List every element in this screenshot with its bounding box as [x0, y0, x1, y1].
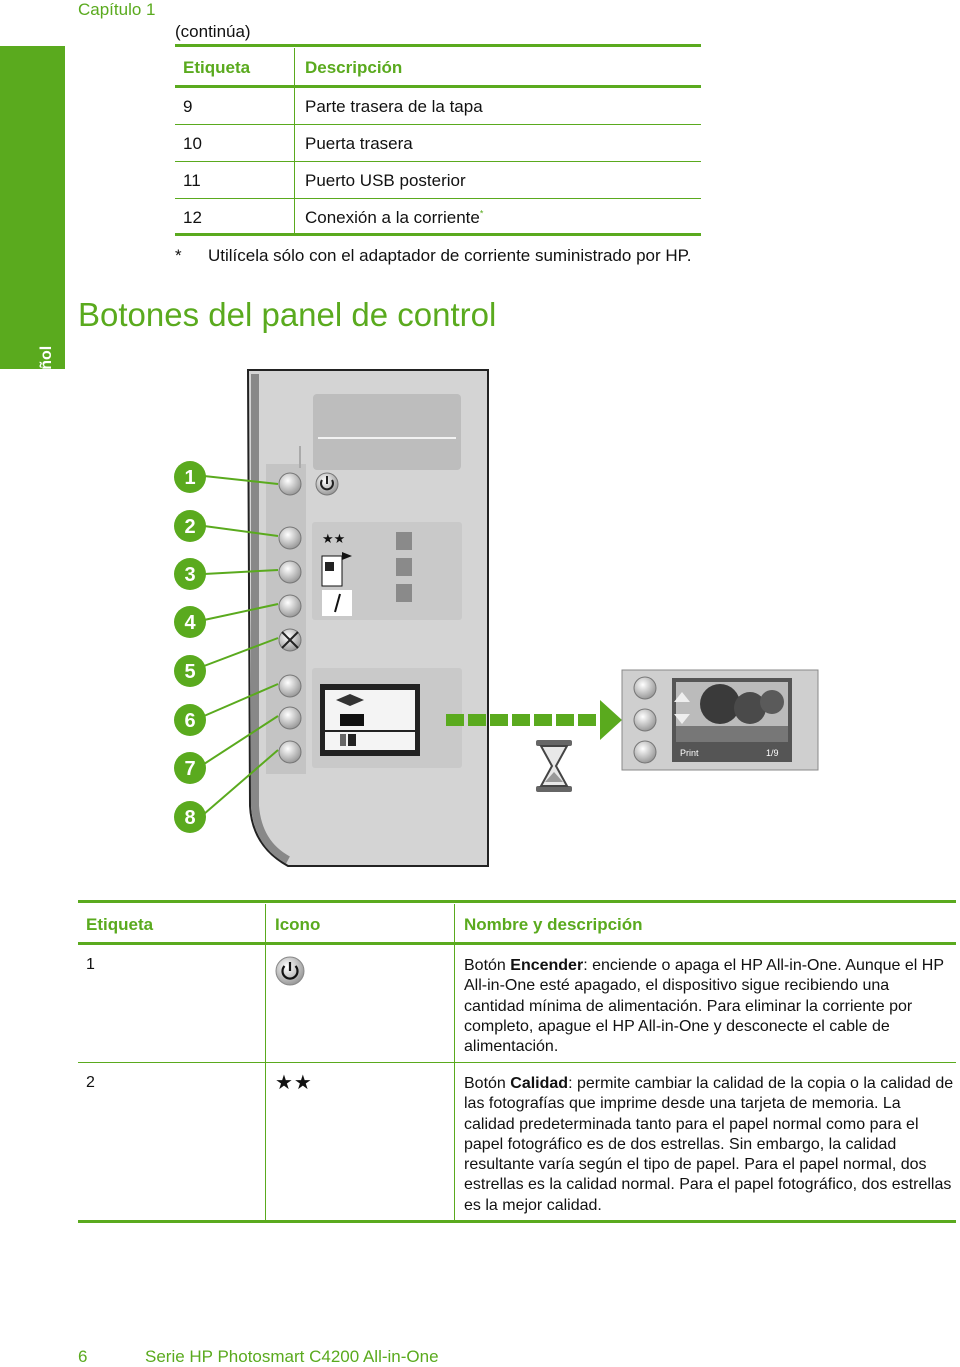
- row-divider: [78, 1062, 956, 1063]
- button-name: Calidad: [510, 1075, 569, 1092]
- row-label: 11: [183, 171, 201, 190]
- table-row: [175, 163, 701, 199]
- callout-number: 3: [184, 564, 196, 586]
- control-panel-illustration: [160, 366, 840, 872]
- row-desc: Parte trasera de la tapa: [305, 97, 483, 116]
- table-row: [175, 126, 701, 162]
- table-header-rule: [78, 942, 956, 945]
- screen-bar: [340, 734, 346, 746]
- panel-button[interactable]: [279, 707, 301, 729]
- row-label: 2: [86, 1074, 95, 1091]
- row-desc-text: Conexión a la corriente: [305, 208, 480, 227]
- row-label: 1: [86, 956, 95, 973]
- page-footer: [78, 1347, 439, 1367]
- control-panel-diagram: [160, 366, 840, 872]
- panel-photo-mark: [325, 562, 334, 571]
- row-divider: [175, 161, 701, 162]
- photo-tree: [760, 690, 784, 714]
- table-row: [175, 89, 701, 125]
- col-desc-header: Descripción: [305, 58, 403, 77]
- footnote-asterisk: *: [175, 246, 182, 265]
- language-side-tab: [0, 46, 65, 408]
- screen-row: [325, 710, 415, 730]
- table-bottom-rule: [78, 1220, 956, 1223]
- callout-number: 6: [184, 710, 196, 732]
- table-top-rule: [78, 900, 956, 903]
- callout-number: 7: [184, 758, 196, 780]
- table-top-rule: [175, 44, 701, 47]
- screen-bar: [348, 734, 356, 746]
- row-label: 10: [183, 134, 202, 153]
- callout-number: 8: [184, 807, 196, 829]
- col-icon-header: Icono: [275, 915, 321, 934]
- side-tab-label: Español: [38, 345, 55, 408]
- panel-button[interactable]: [279, 675, 301, 697]
- row-description: [464, 956, 954, 1057]
- row-desc: [305, 208, 483, 228]
- screen-row: [325, 732, 415, 750]
- footnote-marker: *: [479, 208, 484, 219]
- row-description: [464, 1074, 954, 1216]
- table-bottom-rule: [175, 233, 701, 236]
- screen-panel-button[interactable]: [634, 677, 656, 699]
- chapter-header: Capítulo 1: [78, 0, 156, 19]
- photo-ground: [676, 726, 788, 742]
- panel-button[interactable]: [279, 741, 301, 763]
- footer-title: Serie HP Photosmart C4200 All-in-One: [145, 1347, 439, 1366]
- col-label-header: Etiqueta: [183, 58, 251, 77]
- panel-indicator: [396, 532, 412, 550]
- table-row: [175, 200, 701, 236]
- panel-button[interactable]: [279, 527, 301, 549]
- screen-selected-bar: [340, 714, 364, 726]
- panel-button[interactable]: [279, 595, 301, 617]
- desc-rest: : enciende o apaga el HP All-in-One. Aunque el HP All-in-One esté apagado, el dispositivo sigue recibiendo una cantidad mínima de alimentación. Para eliminar la corriente por completo, apague el HP All-in-One y desconecte el cable de alimentación.: [464, 957, 944, 1056]
- section-title: Botones del panel de control: [78, 296, 497, 333]
- button-name: Encender: [510, 957, 584, 974]
- buttons-table: [78, 900, 956, 1225]
- hourglass-icon: [536, 740, 572, 792]
- panel-indicator: [396, 584, 412, 602]
- row-label: 12: [183, 208, 202, 227]
- panel-top-window: [313, 394, 461, 470]
- panel-indicator: [396, 558, 412, 576]
- table-header-row: [175, 50, 701, 86]
- desc-rest: : permite cambiar la calidad de la copia o la calidad de las fotografías que imprime desde una tarjeta de memoria. La calidad predeterminada tanto para el papel normal como para el papel fotográfico es de dos estrellas. Sin embargo, la calidad resultante varía según el tipo de papel. Para el papel normal, dos estrellas es la calidad normal. Para el papel fotográfico, dos estrellas es la mejor calidad.: [464, 1075, 954, 1214]
- page-number: 6: [78, 1347, 88, 1366]
- col-desc-header: Nombre y descripción: [464, 915, 643, 934]
- screen-counter: 1/9: [766, 748, 779, 758]
- two-stars-icon: ★★: [275, 1070, 313, 1094]
- row-divider: [175, 124, 701, 125]
- callout-number: 4: [184, 612, 196, 634]
- desc-lead: Botón: [464, 957, 511, 974]
- panel-stars-icon: ★★: [322, 532, 346, 547]
- row-divider: [175, 198, 701, 199]
- col-label-header: Etiqueta: [86, 915, 154, 934]
- table-footnote: [175, 246, 692, 266]
- panel-power-icon: [316, 473, 338, 495]
- callout-number: 5: [184, 661, 196, 683]
- panel-button[interactable]: [279, 561, 301, 583]
- footnote-text: Utilícela sólo con el adaptador de corriente suministrado por HP.: [208, 246, 692, 265]
- callout-number: 1: [184, 467, 196, 489]
- row-desc: Puerta trasera: [305, 134, 413, 153]
- panel-button[interactable]: [279, 473, 301, 495]
- table-header-rule: [175, 85, 701, 88]
- continued-label: (continúa): [175, 22, 251, 41]
- row-desc: Puerto USB posterior: [305, 171, 466, 190]
- row-label: 9: [183, 97, 193, 116]
- screen-caption: Print: [680, 748, 699, 758]
- callout-number: 2: [184, 516, 196, 538]
- power-icon: [274, 955, 306, 987]
- screen-panel-button[interactable]: [634, 741, 656, 763]
- photo-tree: [700, 684, 740, 724]
- desc-lead: Botón: [464, 1075, 511, 1092]
- screen-panel-button[interactable]: [634, 709, 656, 731]
